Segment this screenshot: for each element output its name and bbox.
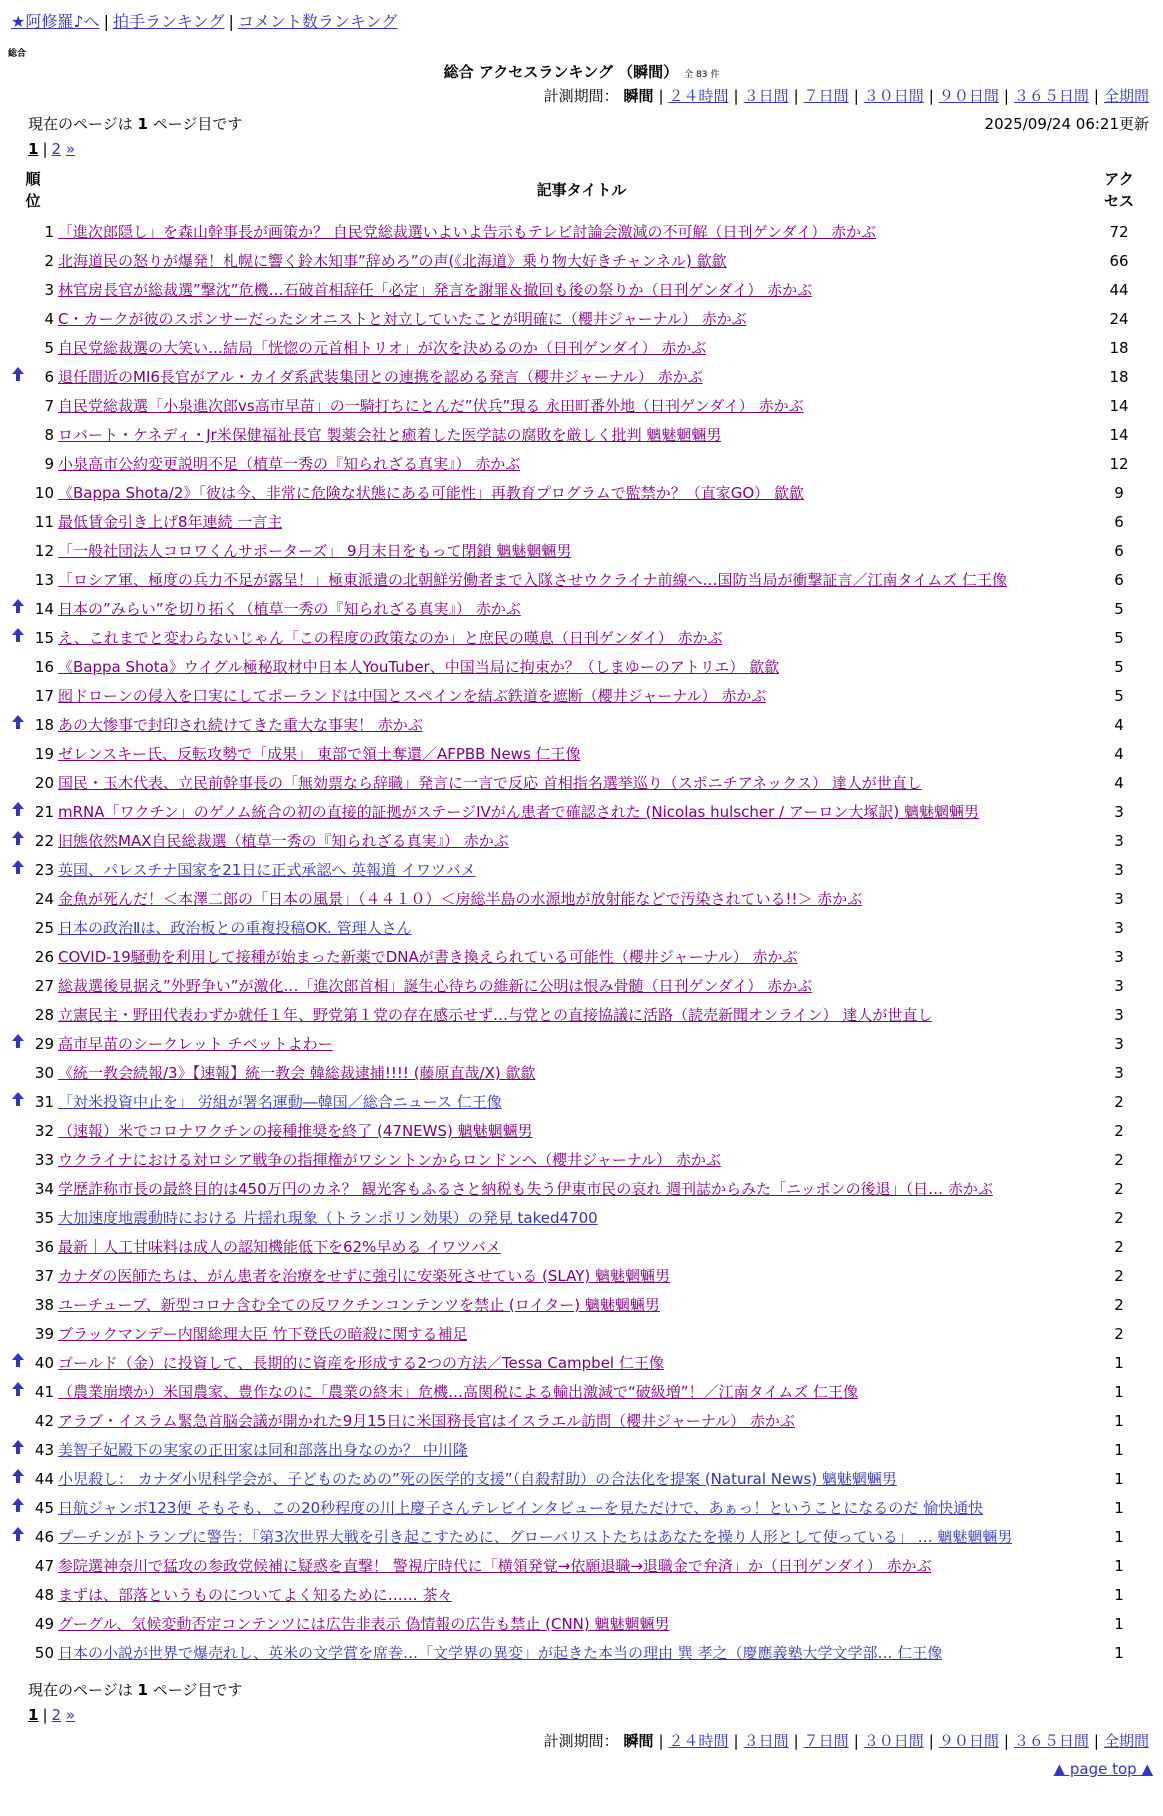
updated-timestamp: 2025/09/24 06:21更新: [984, 115, 1149, 133]
page-top-link-wrap: [1054, 1760, 1153, 1778]
rank-up-arrow-icon: [11, 1468, 25, 1486]
rank-number: 18: [34, 716, 54, 734]
rank-number: 2: [44, 252, 54, 270]
table-row: [0, 508, 1163, 537]
rank-up-arrow-icon: [11, 1497, 25, 1515]
access-count: 4: [1114, 716, 1124, 734]
rank-number: 43: [34, 1441, 54, 1459]
article-title-link[interactable]: まずは、部落というものについてよく知るために…… 茶々: [58, 1586, 453, 1604]
header-access: アクセス: [1103, 170, 1134, 210]
article-title-link[interactable]: 「進次郎隠し」を森山幹事長が画策か？ 自民党総裁選いよいよ告示もテレビ討論会激減の不可解（日刊ゲンダイ） 赤かぶ: [58, 223, 877, 241]
access-count: 1: [1114, 1499, 1124, 1517]
pager-page-2[interactable]: 2: [51, 140, 62, 158]
access-count: 6: [1114, 571, 1124, 589]
table-row: [0, 334, 1163, 363]
access-count: 1: [1114, 1557, 1124, 1575]
table-row: [0, 972, 1163, 1001]
separator: |: [103, 12, 109, 31]
access-count: 3: [1114, 832, 1124, 850]
article-title-link[interactable]: 高市早苗のシークレット チベットよわー: [58, 1035, 333, 1053]
article-title-link[interactable]: 学歴詐称市長の最終目的は450万円のカネ？ 観光客もふるさと納税も失う伊東市民の哀れ 週刊誌からみた「ニッポンの後退」（日… 赤かぶ: [58, 1180, 993, 1198]
rank-up-arrow-icon: [11, 1381, 25, 1399]
table-row: [0, 218, 1163, 247]
table-row: [0, 1494, 1163, 1523]
period-7d[interactable]: ７日間: [803, 87, 849, 105]
access-count: 9: [1114, 484, 1124, 502]
article-title-link[interactable]: C・カークが彼のスポンサーだったシオニストと対立していたことが明確に（櫻井ジャーナル） 赤かぶ: [58, 310, 747, 328]
article-title-link[interactable]: 「ロシア軍、極度の兵力不足が露呈！」極東派遣の北朝鮮労働者まで入隊させウクライナ前線へ…国防当局が衝撃証言／江南タイムズ 仁王像: [58, 571, 1008, 589]
period-365d[interactable]: ３６５日間: [1013, 87, 1089, 105]
access-count: 18: [1109, 339, 1129, 357]
access-count: 1: [1114, 1383, 1124, 1401]
rank-number: 26: [34, 948, 54, 966]
article-title-link[interactable]: グーグル、気候変動否定コンテンツには広告非表示 偽情報の広告も禁止 (CNN) 魑魅魍魎男: [58, 1615, 670, 1633]
access-count: 24: [1109, 310, 1129, 328]
access-count: 3: [1114, 977, 1124, 995]
article-title-link[interactable]: 国民・玉木代表、立民前幹事長の「無効票なら辞職」発言に一言で反応 首相指名選挙巡り（スポニチアネックス） 達人が世直し: [58, 774, 922, 792]
rank-number: 42: [34, 1412, 54, 1430]
period-current: 瞬間: [623, 87, 654, 105]
pager-bottom: 1 | 2 »: [28, 1706, 76, 1724]
access-count: 1: [1114, 1441, 1124, 1459]
period-3d[interactable]: ３日間: [743, 1732, 789, 1750]
table-row: [0, 885, 1163, 914]
article-title-link[interactable]: 総裁選後見据え”外野争い”が激化…「進次郎首相」誕生心待ちの維新に公明は恨み骨髄（日刊ゲンダイ） 赤かぶ: [58, 977, 813, 995]
period-30d[interactable]: ３０日間: [863, 1732, 924, 1750]
table-row: [0, 1552, 1163, 1581]
article-title-link[interactable]: 《Bappa Shota/2》「彼は今、非常に危険な状態にある可能性」再教育プログラムで監禁か？（直家GO） 歙歙: [58, 484, 804, 502]
access-count: 4: [1114, 745, 1124, 763]
rank-up-arrow-icon: [11, 627, 25, 645]
article-title-link[interactable]: 日本の政治Ⅱは、政治板との重複投稿OK. 管理人さん: [58, 919, 412, 937]
table-row: [0, 421, 1163, 450]
article-title-link[interactable]: 英国、パレスチナ国家を21日に正式承認へ 英報道 イワツバメ: [58, 861, 476, 879]
access-count: 3: [1114, 948, 1124, 966]
page-info-top: 現在のページは 1 ページ目です: [28, 115, 243, 133]
rank-number: 29: [34, 1035, 54, 1053]
rank-number: 37: [34, 1267, 54, 1285]
rank-number: 5: [44, 339, 54, 357]
link-comment-ranking[interactable]: コメント数ランキング: [237, 12, 398, 31]
header-title: 記事タイトル: [536, 181, 627, 199]
period-90d[interactable]: ９０日間: [938, 87, 999, 105]
article-title-link[interactable]: 林官房長官が総裁選”撃沈”危機…石破首相辞任「必定」発言を謝罪＆撤回も後の祭りか（日刊ゲンダイ） 赤かぶ: [58, 281, 813, 299]
article-title-link[interactable]: 小泉高市公約変更説明不足（植草一秀の『知られざる真実』） 赤かぶ: [58, 455, 521, 473]
article-title-link[interactable]: 旧態依然MAX自民総裁選（植草一秀の『知られざる真実』） 赤かぶ: [58, 832, 509, 850]
access-count: 3: [1114, 890, 1124, 908]
article-title-link[interactable]: 金魚が死んだ！＜本澤二郎の「日本の風景」（４４１０）＜房総半島の水源地が放射能などで汚染されている!!＞ 赤かぶ: [58, 890, 863, 908]
table-row: [0, 1059, 1163, 1088]
rank-number: 19: [34, 745, 54, 763]
pager-current: 1: [28, 1706, 39, 1724]
rank-number: 4: [44, 310, 54, 328]
link-asyura-home[interactable]: ★阿修羅♪へ: [11, 12, 100, 31]
period-90d[interactable]: ９０日間: [938, 1732, 999, 1750]
rank-number: 36: [34, 1238, 54, 1256]
table-row: [0, 769, 1163, 798]
table-row: [0, 1436, 1163, 1465]
period-30d[interactable]: ３０日間: [863, 87, 924, 105]
ranking-list: [0, 218, 1163, 1668]
header-rank: 順位: [25, 170, 41, 210]
table-row: [0, 943, 1163, 972]
pager-current: 1: [28, 140, 39, 158]
article-title-link[interactable]: 囮ドローンの侵入を口実にしてポーランドは中国とスペインを結ぶ鉄道を遮断（櫻井ジャーナル） 赤かぶ: [58, 687, 767, 705]
rank-number: 34: [34, 1180, 54, 1198]
total-count: 全 83 件: [684, 70, 720, 80]
access-count: 5: [1114, 629, 1124, 647]
period-selector-bottom: 計測期間： 瞬間 | ２４時間 | ３日間 | ７日間 | ３０日間 | ９０日間 | ３６５日間 | 全期間: [543, 1732, 1149, 1750]
table-row: [0, 1262, 1163, 1291]
access-count: 2: [1114, 1209, 1124, 1227]
article-title-link[interactable]: 立憲民主・野田代表わずか就任１年、野党第１党の存在感示せず…与党との直接協議に活路（読売新聞オンライン） 達人が世直し: [58, 1006, 933, 1024]
rank-up-arrow-icon: [11, 830, 25, 848]
access-count: 3: [1114, 861, 1124, 879]
access-count: 1: [1114, 1644, 1124, 1662]
rank-number: 30: [34, 1064, 54, 1082]
access-count: 2: [1114, 1267, 1124, 1285]
article-title-link[interactable]: ウクライナにおける対ロシア戦争の指揮権がワシントンからロンドンへ（櫻井ジャーナル） 赤かぶ: [58, 1151, 721, 1169]
table-row: [0, 450, 1163, 479]
rank-number: 49: [34, 1615, 54, 1633]
table-row: [0, 711, 1163, 740]
access-count: 44: [1109, 281, 1129, 299]
rank-number: 15: [34, 629, 54, 647]
rank-number: 28: [34, 1006, 54, 1024]
access-count: 2: [1114, 1180, 1124, 1198]
table-row: [0, 1146, 1163, 1175]
table-row: [0, 1610, 1163, 1639]
access-count: 2: [1114, 1325, 1124, 1343]
table-row: [0, 1030, 1163, 1059]
article-title-link[interactable]: 大加速度地震動時における 片揺れ現象（トランポリン効果）の発見 taked4700: [58, 1209, 598, 1227]
table-row: [0, 856, 1163, 885]
table-row: [0, 653, 1163, 682]
table-row: [0, 276, 1163, 305]
access-count: 72: [1109, 223, 1129, 241]
rank-up-arrow-icon: [11, 598, 25, 616]
table-row: [0, 1320, 1163, 1349]
period-24h[interactable]: ２４時間: [668, 87, 729, 105]
rank-number: 41: [34, 1383, 54, 1401]
access-count: 1: [1114, 1528, 1124, 1546]
access-count: 2: [1114, 1093, 1124, 1111]
rank-number: 46: [34, 1528, 54, 1546]
rank-number: 35: [34, 1209, 54, 1227]
rank-number: 25: [34, 919, 54, 937]
period-selector-top: 計測期間： 瞬間 | ２４時間 | ３日間 | ７日間 | ３０日間 | ９０日間 | ３６５日間 | 全期間: [543, 87, 1149, 105]
table-row: [0, 392, 1163, 421]
access-count: 1: [1114, 1412, 1124, 1430]
table-row: [0, 1175, 1163, 1204]
period-3d[interactable]: ３日間: [743, 87, 789, 105]
article-title-link[interactable]: 《統一教会続報/3》【速報】統一教会 韓総裁逮捕!!!! (藤原直哉/X) 歙歙: [58, 1064, 536, 1082]
table-row: [0, 1117, 1163, 1146]
page-title: [0, 62, 1163, 85]
rank-up-arrow-icon: [11, 1526, 25, 1544]
access-count: 2: [1114, 1151, 1124, 1169]
table-header: [0, 168, 1163, 212]
page-top-link[interactable]: ▲ page top ▲: [1053, 1760, 1153, 1778]
link-applause-ranking[interactable]: 拍手ランキング: [112, 12, 225, 31]
access-count: 3: [1114, 1035, 1124, 1053]
article-title-link[interactable]: 日航ジャンボ123便 そもそも、この20秒程度の川上慶子さんテレビインタビューを見ただけで、あぁっ！ということになるのだ 愉快通快: [58, 1499, 984, 1517]
rank-number: 31: [34, 1093, 54, 1111]
table-row: [0, 798, 1163, 827]
access-count: 1: [1114, 1586, 1124, 1604]
article-title-link[interactable]: ロバート・ケネディ・Jr米保健福祉長官 製薬会社と癒着した医学誌の腐敗を厳しく批判 魑魅魍魎男: [58, 426, 722, 444]
article-title-link[interactable]: 小児殺し： カナダ小児科学会が、子どものための”死の医学的支援”（自殺幇助）の合法化を提案 (Natural News) 魑魅魍魎男: [58, 1470, 897, 1488]
article-title-link[interactable]: プーチンがトランプに警告：「第3次世界大戦を引き起こすために、グローバリストたちはあなたを操り人形として使っている」 … 魑魅魍魎男: [58, 1528, 1013, 1546]
rank-number: 14: [34, 600, 54, 618]
rank-number: 27: [34, 977, 54, 995]
table-row: [0, 1001, 1163, 1030]
rank-number: 39: [34, 1325, 54, 1343]
access-count: 5: [1114, 600, 1124, 618]
ranking-title: 総合 アクセスランキング （瞬間）: [443, 63, 679, 81]
table-row: [0, 1233, 1163, 1262]
access-count: 18: [1109, 368, 1129, 386]
article-title-link[interactable]: 「一般社団法人コロワくんサポーターズ」 9月末日をもって閉鎖 魑魅魍魎男: [58, 542, 572, 560]
rank-number: 1: [44, 223, 54, 241]
article-title-link[interactable]: 美智子妃殿下の実家の正田家は同和部落出身なのか？ 中川隆: [58, 1441, 468, 1459]
rank-number: 22: [34, 832, 54, 850]
rank-number: 11: [34, 513, 54, 531]
access-count: 3: [1114, 919, 1124, 937]
article-title-link[interactable]: （農業崩壊か）米国農家、豊作なのに「農業の終末」危機…高関税による輸出激減で“破級増”！／江南タイムズ 仁王像: [58, 1383, 859, 1401]
access-count: 3: [1114, 1064, 1124, 1082]
access-count: 2: [1114, 1238, 1124, 1256]
rank-up-arrow-icon: [11, 366, 25, 384]
access-count: 4: [1114, 774, 1124, 792]
rank-number: 33: [34, 1151, 54, 1169]
article-title-link[interactable]: COVID-19騒動を利用して接種が始まった新薬でDNAが書き換えられている可能性（櫻井ジャーナル） 赤かぶ: [58, 948, 798, 966]
rank-number: 10: [34, 484, 54, 502]
rank-number: 3: [44, 281, 54, 299]
article-title-link[interactable]: 最新｜人工甘味料は成人の認知機能低下を62%早める イワツバメ: [58, 1238, 501, 1256]
rank-up-arrow-icon: [11, 1352, 25, 1370]
article-title-link[interactable]: 「対米投資中止を」 労組が署名運動―韓国／総合ニュース 仁王像: [58, 1093, 502, 1111]
article-title-link[interactable]: え、これまでと変わらないじゃん「この程度の政策なのか」と庶民の嘆息（日刊ゲンダイ） 赤かぶ: [58, 629, 723, 647]
rank-number: 23: [34, 861, 54, 879]
rank-up-arrow-icon: [11, 1439, 25, 1457]
rank-up-arrow-icon: [11, 1091, 25, 1109]
access-count: 1: [1114, 1615, 1124, 1633]
rank-number: 45: [34, 1499, 54, 1517]
access-count: 3: [1114, 803, 1124, 821]
period-label: 計測期間：: [543, 1732, 619, 1750]
table-row: [0, 479, 1163, 508]
rank-up-arrow-icon: [11, 714, 25, 732]
article-title-link[interactable]: カナダの医師たちは、がん患者を治療をせずに強引に安楽死させている (SLAY) 魑魅魍魎男: [58, 1267, 670, 1285]
rank-number: 38: [34, 1296, 54, 1314]
access-count: 5: [1114, 658, 1124, 676]
rank-number: 47: [34, 1557, 54, 1575]
article-title-link[interactable]: 日本の小説が世界で爆売れし、英米の文学賞を席巻…「文学界の異変」が起きた本当の理由 巽 孝之（慶應義塾大学文学部… 仁王像: [58, 1644, 943, 1662]
rank-number: 16: [34, 658, 54, 676]
access-count: 2: [1114, 1296, 1124, 1314]
table-row: [0, 363, 1163, 392]
table-row: [0, 537, 1163, 566]
period-24h[interactable]: ２４時間: [668, 1732, 729, 1750]
pager-next[interactable]: »: [65, 140, 76, 158]
article-title-link[interactable]: 自民党総裁選の大笑い…結局「恍惚の元首相トリオ」が次を決めるのか（日刊ゲンダイ） 赤かぶ: [58, 339, 707, 357]
article-title-link[interactable]: 参院選神奈川で猛攻の参政党候補に疑惑を直撃！ 警視庁時代に「横領発覚→依願退職→退職金で弁済」か（日刊ゲンダイ） 赤かぶ: [58, 1557, 932, 1575]
access-count: 6: [1114, 513, 1124, 531]
top-navigation: [11, 11, 397, 33]
rank-number: 24: [34, 890, 54, 908]
table-row: [0, 624, 1163, 653]
page-info-bottom: 現在のページは 1 ページ目です: [28, 1681, 243, 1699]
rank-number: 44: [34, 1470, 54, 1488]
rank-number: 9: [44, 455, 54, 473]
article-title-link[interactable]: 《Bappa Shota》ウイグル極秘取材中日本人YouTuber、中国当局に拘束か？（しまゆーのアトリエ） 歙歙: [58, 658, 780, 676]
rank-number: 12: [34, 542, 54, 560]
table-row: [0, 1465, 1163, 1494]
article-title-link[interactable]: アラブ・イスラム緊急首脳会議が開かれた9月15日に米国務長官はイスラエル訪問（櫻井ジャーナル） 赤かぶ: [58, 1412, 795, 1430]
table-row: [0, 827, 1163, 856]
period-365d[interactable]: ３６５日間: [1013, 1732, 1089, 1750]
article-title-link[interactable]: mRNA「ワクチン」のゲノム統合の初の直接的証拠がステージIVがん患者で確認された (Nicolas hulscher / アーロン大塚訳) 魑魅魍魎男: [58, 803, 980, 821]
table-row: [0, 1639, 1163, 1668]
table-row: [0, 247, 1163, 276]
table-row: [0, 1407, 1163, 1436]
access-count: 14: [1109, 397, 1129, 415]
rank-up-arrow-icon: [11, 801, 25, 819]
table-row: [0, 1291, 1163, 1320]
table-row: [0, 1581, 1163, 1610]
rank-number: 40: [34, 1354, 54, 1372]
period-all[interactable]: 全期間: [1103, 87, 1149, 105]
article-title-link[interactable]: ゼレンスキー氏、反転攻勢で「成果」 東部で領土奪還／AFPBB News 仁王像: [58, 745, 581, 763]
period-label: 計測期間：: [543, 87, 619, 105]
rank-number: 8: [44, 426, 54, 444]
access-count: 5: [1114, 687, 1124, 705]
table-row: [0, 305, 1163, 334]
table-row: [0, 595, 1163, 624]
article-title-link[interactable]: 自民党総裁選「小泉進次郎vs高市早苗」の一騎打ちにとんだ”伏兵”現る 永田町番外地（日刊ゲンダイ） 赤かぶ: [58, 397, 804, 415]
article-title-link[interactable]: 退任間近のMI6長官がアル・カイダ系武装集団との連携を認める発言（櫻井ジャーナル） 赤かぶ: [58, 368, 703, 386]
access-count: 12: [1109, 455, 1129, 473]
rank-number: 32: [34, 1122, 54, 1140]
article-title-link[interactable]: あの大惨事で封印され続けてきた重大な事実！ 赤かぶ: [58, 716, 423, 734]
rank-number: 50: [34, 1644, 54, 1662]
pager-top: 1 | 2 »: [28, 140, 76, 158]
article-title-link[interactable]: ユーチューブ、新型コロナ含む全ての反ワクチンコンテンツを禁止 (ロイター) 魑魅魍魎男: [58, 1296, 660, 1314]
table-row: [0, 1523, 1163, 1552]
rank-up-arrow-icon: [11, 859, 25, 877]
article-title-link[interactable]: 日本の”みらい”を切り拓く（植草一秀の『知られざる真実』） 赤かぶ: [58, 600, 521, 618]
access-count: 6: [1114, 542, 1124, 560]
table-row: [0, 1349, 1163, 1378]
article-title-link[interactable]: 最低賃金引き上げ8年連続 一言主: [58, 513, 283, 531]
article-title-link[interactable]: 北海道民の怒りが爆発！札幌に響く鈴木知事”辞めろ”の声(《北海道》乗り物大好きチャンネル) 歙歙: [58, 252, 727, 270]
access-count: 2: [1114, 1122, 1124, 1140]
table-row: [0, 682, 1163, 711]
period-all[interactable]: 全期間: [1103, 1732, 1149, 1750]
rank-number: 20: [34, 774, 54, 792]
table-row: [0, 1088, 1163, 1117]
rank-number: 48: [34, 1586, 54, 1604]
access-count: 14: [1109, 426, 1129, 444]
access-count: 66: [1109, 252, 1129, 270]
article-title-link[interactable]: ゴールド（金）に投資して、長期的に資産を形成する2つの方法／Tessa Campbel 仁王像: [58, 1354, 664, 1372]
pager-page-2[interactable]: 2: [51, 1706, 62, 1724]
access-count: 3: [1114, 1006, 1124, 1024]
period-7d[interactable]: ７日間: [803, 1732, 849, 1750]
period-current: 瞬間: [623, 1732, 654, 1750]
table-row: [0, 740, 1163, 769]
access-count: 1: [1114, 1354, 1124, 1372]
separator: |: [228, 12, 234, 31]
rank-number: 7: [44, 397, 54, 415]
rank-number: 21: [34, 803, 54, 821]
table-row: [0, 1378, 1163, 1407]
table-row: [0, 1204, 1163, 1233]
article-title-link[interactable]: （速報）米でコロナワクチンの接種推奨を終了 (47NEWS) 魑魅魍魎男: [58, 1122, 533, 1140]
pager-next[interactable]: »: [65, 1706, 76, 1724]
access-count: 1: [1114, 1470, 1124, 1488]
rank-number: 13: [34, 571, 54, 589]
rank-number: 6: [44, 368, 54, 386]
rank-number: 17: [34, 687, 54, 705]
table-row: [0, 914, 1163, 943]
article-title-link[interactable]: ブラックマンデー内閣総理大臣 竹下登氏の暗殺に関する補足: [58, 1325, 468, 1343]
category-label: 総合: [8, 49, 27, 59]
table-row: [0, 566, 1163, 595]
rank-up-arrow-icon: [11, 1033, 25, 1051]
